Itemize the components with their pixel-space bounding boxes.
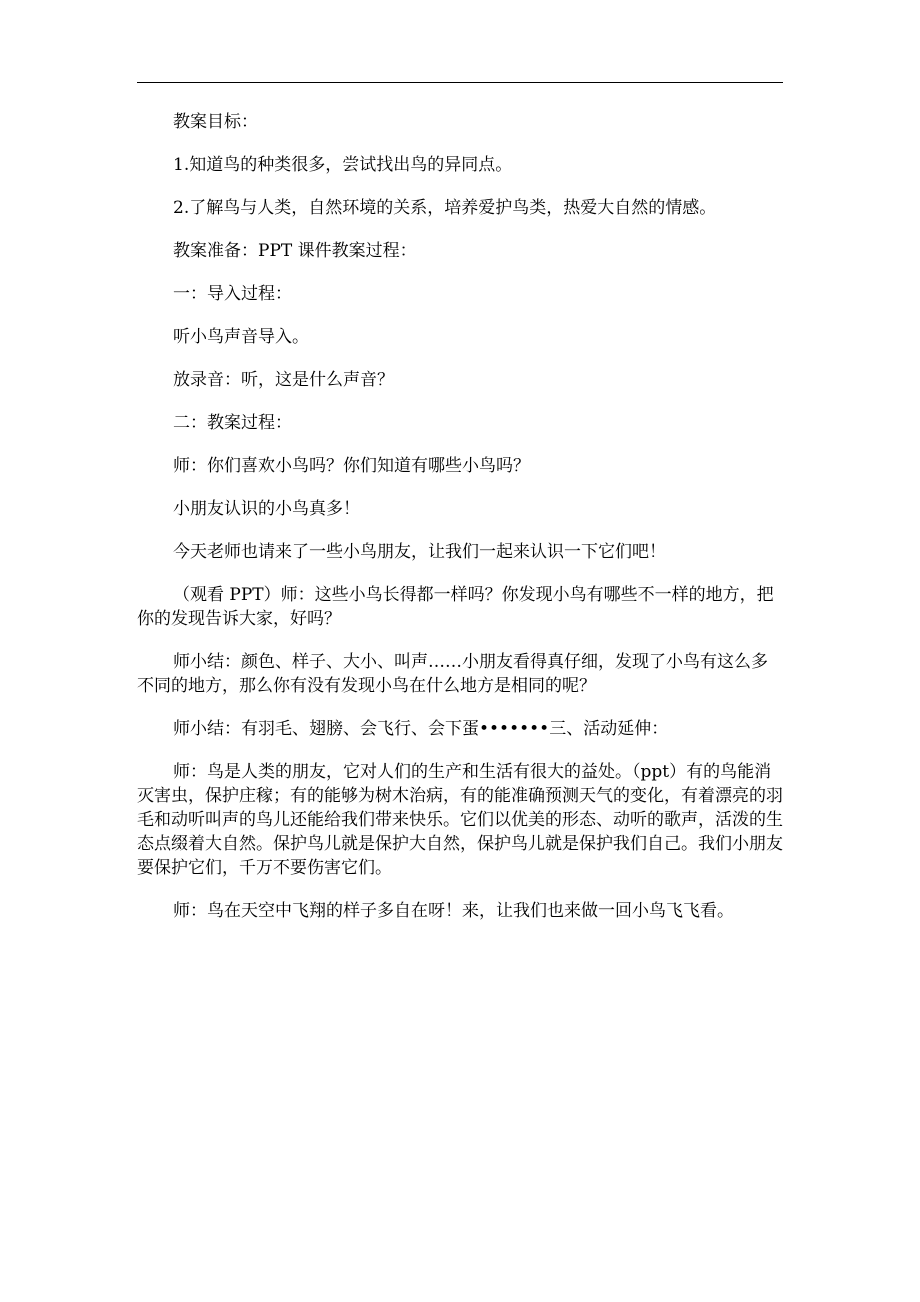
objectives-heading: 教案目标： <box>173 112 258 132</box>
paragraph-watch-ppt: （观看 PPT）师：这些小鸟长得都一样吗？你发现小鸟有哪些不一样的地方，把你的发现告诉大家，好吗？ <box>137 585 774 629</box>
paragraph-teacher-question: 师：你们喜欢小鸟吗？你们知道有哪些小鸟吗？ <box>173 456 530 476</box>
paragraph-summary-differences: 师小结：颜色、样子、大小、叫声……小朋友看得真仔细，发现了小鸟有这么多不同的地方，那么你有没有发现小鸟在什么地方是相同的呢？ <box>137 652 768 696</box>
section-heading-process: 二：教案过程： <box>173 413 292 433</box>
paragraph-play-recording: 放录音：听，这是什么声音？ <box>173 370 394 390</box>
document-body <box>137 110 783 942</box>
paragraph-fly-activity: 师：鸟在天空中飞翔的样子多自在呀！来，让我们也来做一回小鸟飞飞看。 <box>173 901 734 921</box>
paragraph-children-know: 小朋友认识的小鸟真多！ <box>173 499 360 519</box>
paragraph-listen-intro: 听小鸟声音导入。 <box>173 327 309 347</box>
objective-item-1: 1.知道鸟的种类很多，尝试找出鸟的异同点。 <box>173 155 513 175</box>
header-rule <box>137 82 783 83</box>
paragraph-invite-birds: 今天老师也请来了一些小鸟朋友，让我们一起来认识一下它们吧！ <box>173 542 666 562</box>
section-heading-intro: 一：导入过程： <box>173 284 292 304</box>
preparation-line: 教案准备：PPT 课件教案过程： <box>173 241 417 261</box>
objective-item-2: 2.了解鸟与人类，自然环境的关系，培养爱护鸟类，热爱大自然的情感。 <box>173 198 717 218</box>
paragraph-summary-common: 师小结：有羽毛、翅膀、会飞行、会下蛋•••••••三、活动延伸： <box>173 719 669 739</box>
paragraph-birds-friends: 师：鸟是人类的朋友，它对人们的生产和生活有很大的益处。（ppt）有的鸟能消灭害虫，保护庄稼；有的能够为树木治病，有的能准确预测天气的变化，有着漂亮的羽毛和动听叫声的鸟儿还能给我们带来快乐。它们以优美的形态、动听的歌声，活泼的生态点缀着大自然。保护鸟儿就是保护大自然，保护鸟儿就是保护我们自己。我们小朋友要保护它们，千万不要伤害它们。 <box>137 762 783 878</box>
